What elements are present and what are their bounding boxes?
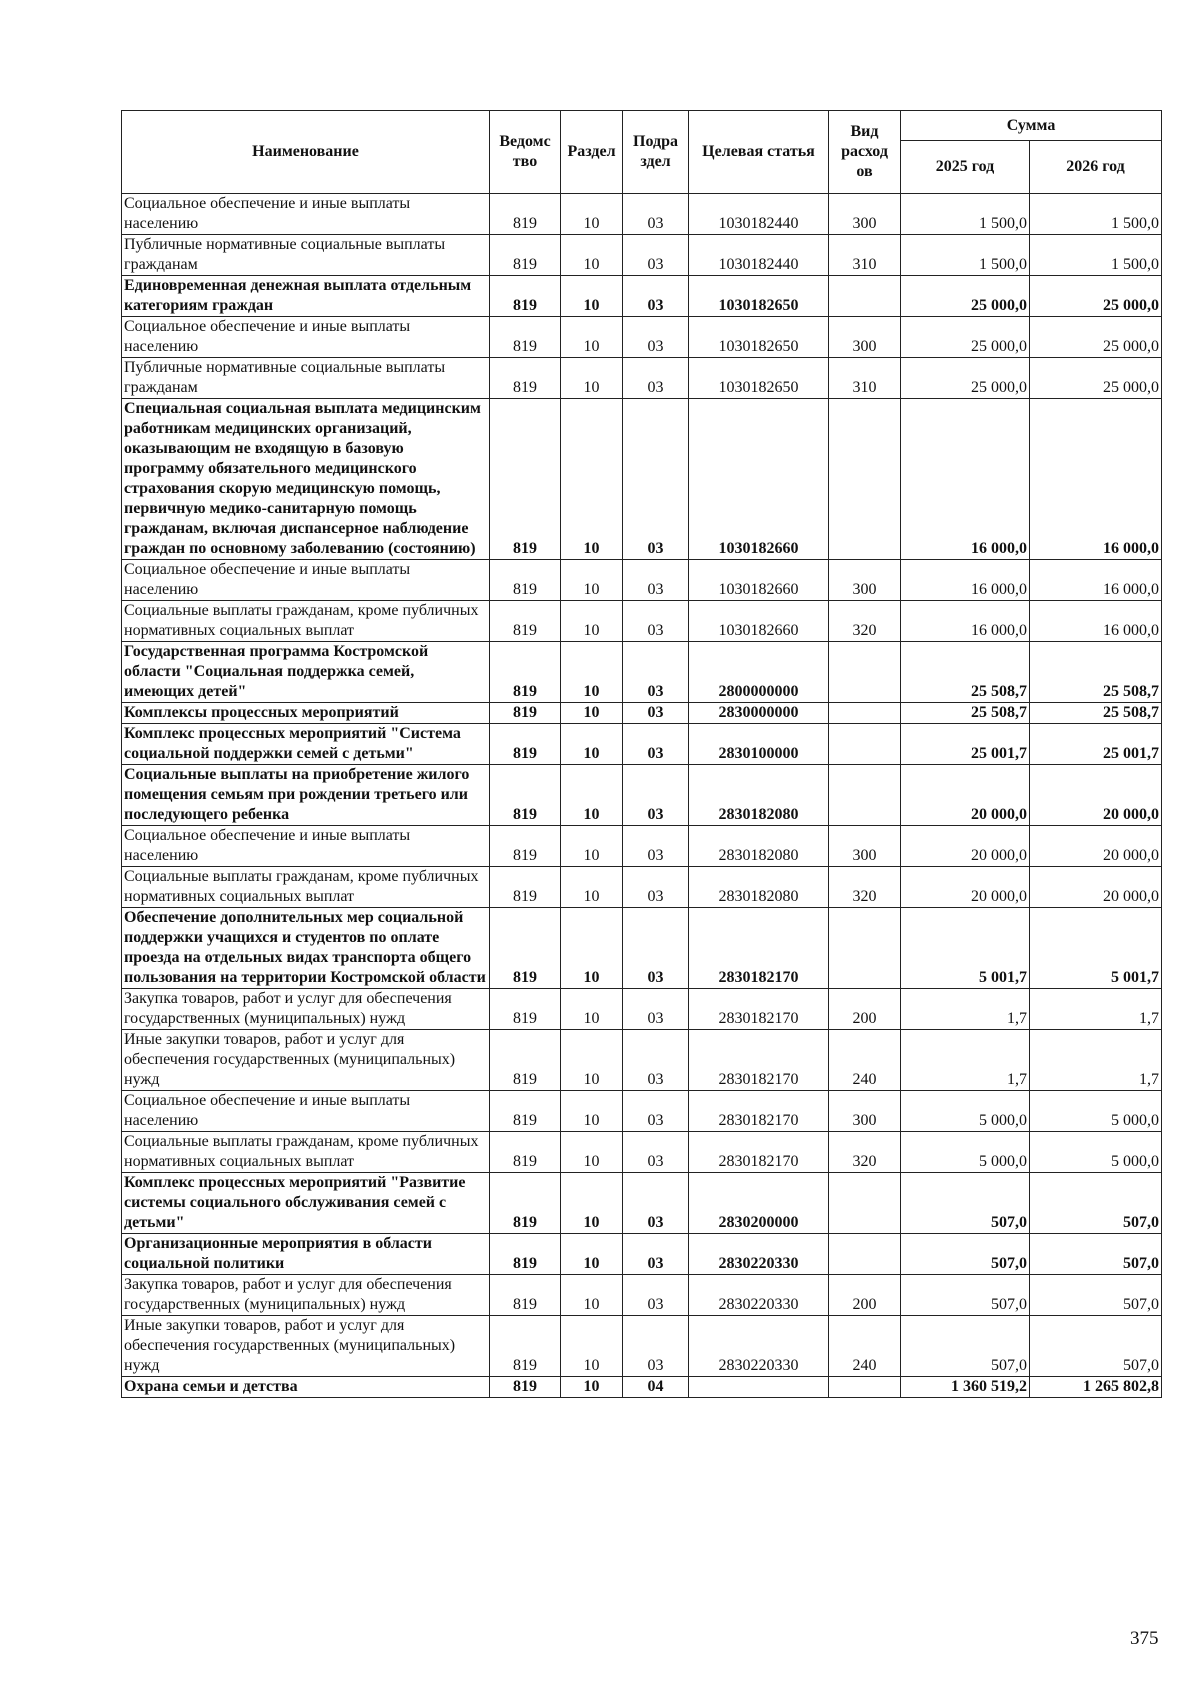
table-row [122,399,1162,560]
table-row [122,989,1162,1030]
cell-expense-type: 310 [829,358,901,399]
cell-subsection: 03 [623,194,689,235]
cell-subsection: 03 [623,1132,689,1173]
cell-name: Охрана семьи и детства [122,1377,490,1398]
cell-subsection: 03 [623,317,689,358]
cell-amount-2025: 20 000,0 [901,826,1030,867]
cell-expense-type: 240 [829,1316,901,1377]
cell-amount-2026: 1 265 802,8 [1030,1377,1162,1398]
cell-department: 819 [490,235,561,276]
cell-target-article: 1030182650 [689,276,829,317]
cell-section: 10 [561,317,623,358]
cell-expense-type [829,1234,901,1275]
cell-subsection: 03 [623,826,689,867]
cell-department: 819 [490,194,561,235]
cell-section: 10 [561,601,623,642]
cell-target-article: 2830182170 [689,908,829,989]
cell-amount-2026: 16 000,0 [1030,399,1162,560]
cell-target-article: 2830182170 [689,989,829,1030]
cell-name: Комплексы процессных мероприятий [122,703,490,724]
cell-expense-type [829,1173,901,1234]
cell-section: 10 [561,1275,623,1316]
cell-section: 10 [561,908,623,989]
table-row [122,560,1162,601]
cell-subsection: 03 [623,703,689,724]
cell-target-article: 2830182080 [689,765,829,826]
cell-amount-2026: 25 000,0 [1030,358,1162,399]
cell-amount-2025: 5 000,0 [901,1132,1030,1173]
cell-amount-2026: 20 000,0 [1030,826,1162,867]
cell-amount-2025: 5 001,7 [901,908,1030,989]
cell-subsection: 03 [623,1173,689,1234]
cell-department: 819 [490,1377,561,1398]
cell-target-article: 2830220330 [689,1234,829,1275]
cell-name: Социальные выплаты гражданам, кроме публичных нормативных социальных выплат [122,1132,490,1173]
header-section: Раздел [561,111,623,194]
cell-subsection: 03 [623,1091,689,1132]
table-row [122,867,1162,908]
cell-department: 819 [490,765,561,826]
cell-amount-2025: 1 500,0 [901,235,1030,276]
cell-section: 10 [561,1091,623,1132]
cell-name: Обеспечение дополнительных мер социальной поддержки учащихся и студентов по оплате проезда на отдельных видах транспорта общего пользования на территории Костромской области [122,908,490,989]
cell-amount-2026: 507,0 [1030,1275,1162,1316]
table-row [122,317,1162,358]
cell-name: Специальная социальная выплата медицинским работникам медицинских организаций, оказывающим не входящую в базовую программу обязательного медицинского страхования скорую медицинскую помощь, первичную медико-санитарную помощь гражданам, включая диспансерное наблюдение граждан по основному заболеванию (состоянию) [122,399,490,560]
table-row [122,235,1162,276]
cell-department: 819 [490,317,561,358]
cell-subsection: 03 [623,642,689,703]
cell-section: 10 [561,989,623,1030]
cell-amount-2026: 25 001,7 [1030,724,1162,765]
cell-amount-2026: 25 508,7 [1030,703,1162,724]
cell-department: 819 [490,1173,561,1234]
cell-name: Публичные нормативные социальные выплаты гражданам [122,358,490,399]
cell-amount-2025: 20 000,0 [901,765,1030,826]
cell-amount-2026: 5 000,0 [1030,1091,1162,1132]
cell-department: 819 [490,989,561,1030]
cell-expense-type: 300 [829,560,901,601]
cell-amount-2025: 1,7 [901,989,1030,1030]
cell-department: 819 [490,560,561,601]
table-row [122,1234,1162,1275]
cell-section: 10 [561,642,623,703]
cell-department: 819 [490,703,561,724]
cell-subsection: 03 [623,867,689,908]
cell-amount-2026: 16 000,0 [1030,601,1162,642]
cell-department: 819 [490,1132,561,1173]
table-row [122,358,1162,399]
cell-target-article: 1030182650 [689,317,829,358]
cell-subsection: 03 [623,765,689,826]
header-department: Ведомс тво [490,111,561,194]
table-row [122,1316,1162,1377]
cell-section: 10 [561,1132,623,1173]
cell-name: Закупка товаров, работ и услуг для обеспечения государственных (муниципальных) нужд [122,989,490,1030]
cell-section: 10 [561,867,623,908]
cell-expense-type: 240 [829,1030,901,1091]
cell-amount-2026: 16 000,0 [1030,560,1162,601]
cell-name: Социальное обеспечение и иные выплаты населению [122,560,490,601]
cell-subsection: 03 [623,989,689,1030]
header-target-article: Целевая статья [689,111,829,194]
table-row [122,765,1162,826]
cell-subsection: 03 [623,235,689,276]
cell-expense-type: 320 [829,867,901,908]
cell-department: 819 [490,642,561,703]
table-row [122,703,1162,724]
cell-department: 819 [490,1234,561,1275]
cell-section: 10 [561,724,623,765]
cell-amount-2026: 507,0 [1030,1316,1162,1377]
cell-expense-type: 320 [829,601,901,642]
cell-expense-type: 300 [829,1091,901,1132]
cell-subsection: 03 [623,601,689,642]
cell-section: 10 [561,1377,623,1398]
cell-expense-type: 300 [829,826,901,867]
cell-name: Социальное обеспечение и иные выплаты населению [122,194,490,235]
cell-amount-2025: 507,0 [901,1173,1030,1234]
table-row [122,194,1162,235]
cell-amount-2026: 507,0 [1030,1234,1162,1275]
cell-amount-2025: 25 001,7 [901,724,1030,765]
cell-subsection: 03 [623,1316,689,1377]
cell-department: 819 [490,724,561,765]
cell-name: Иные закупки товаров, работ и услуг для обеспечения государственных (муниципальных) нужд [122,1316,490,1377]
cell-subsection: 03 [623,908,689,989]
table-row [122,908,1162,989]
cell-name: Социальное обеспечение и иные выплаты населению [122,317,490,358]
cell-amount-2025: 16 000,0 [901,560,1030,601]
cell-section: 10 [561,1234,623,1275]
cell-department: 819 [490,1316,561,1377]
cell-department: 819 [490,358,561,399]
cell-section: 10 [561,276,623,317]
table-row [122,1275,1162,1316]
header-expense-type: Вид расход ов [829,111,901,194]
cell-target-article [689,1377,829,1398]
cell-name: Социальное обеспечение и иные выплаты населению [122,826,490,867]
table-row [122,826,1162,867]
cell-amount-2026: 25 000,0 [1030,276,1162,317]
cell-name: Иные закупки товаров, работ и услуг для обеспечения государственных (муниципальных) нужд [122,1030,490,1091]
cell-name: Закупка товаров, работ и услуг для обеспечения государственных (муниципальных) нужд [122,1275,490,1316]
cell-name: Социальные выплаты гражданам, кроме публичных нормативных социальных выплат [122,601,490,642]
cell-section: 10 [561,235,623,276]
cell-target-article: 2830182170 [689,1091,829,1132]
cell-name: Единовременная денежная выплата отдельным категориям граждан [122,276,490,317]
cell-expense-type: 310 [829,235,901,276]
cell-section: 10 [561,399,623,560]
cell-subsection: 04 [623,1377,689,1398]
cell-expense-type [829,642,901,703]
cell-amount-2025: 5 000,0 [901,1091,1030,1132]
cell-target-article: 2830182080 [689,826,829,867]
cell-expense-type [829,765,901,826]
cell-department: 819 [490,867,561,908]
header-year-2026: 2026 год [1030,141,1162,194]
cell-section: 10 [561,358,623,399]
cell-subsection: 03 [623,1030,689,1091]
cell-subsection: 03 [623,560,689,601]
cell-amount-2025: 1 360 519,2 [901,1377,1030,1398]
cell-name: Социальные выплаты на приобретение жилого помещения семьям при рождении третьего или последующего ребенка [122,765,490,826]
cell-amount-2026: 507,0 [1030,1173,1162,1234]
cell-amount-2025: 25 000,0 [901,276,1030,317]
cell-name: Организационные мероприятия в области социальной политики [122,1234,490,1275]
cell-section: 10 [561,826,623,867]
cell-subsection: 03 [623,358,689,399]
cell-target-article: 2830220330 [689,1316,829,1377]
table-row [122,724,1162,765]
cell-department: 819 [490,826,561,867]
cell-name: Социальные выплаты гражданам, кроме публичных нормативных социальных выплат [122,867,490,908]
cell-amount-2025: 25 000,0 [901,317,1030,358]
cell-amount-2025: 16 000,0 [901,399,1030,560]
cell-amount-2025: 507,0 [901,1234,1030,1275]
cell-name: Публичные нормативные социальные выплаты гражданам [122,235,490,276]
table-row [122,1173,1162,1234]
cell-expense-type [829,703,901,724]
cell-name: Государственная программа Костромской области "Социальная поддержка семей, имеющих детей" [122,642,490,703]
cell-amount-2025: 1,7 [901,1030,1030,1091]
cell-target-article: 1030182660 [689,560,829,601]
table-row [122,1377,1162,1398]
cell-amount-2026: 1,7 [1030,989,1162,1030]
cell-subsection: 03 [623,1234,689,1275]
cell-expense-type: 300 [829,194,901,235]
cell-expense-type: 320 [829,1132,901,1173]
budget-table [121,110,1162,1398]
cell-amount-2025: 20 000,0 [901,867,1030,908]
cell-section: 10 [561,1173,623,1234]
cell-department: 819 [490,601,561,642]
cell-section: 10 [561,765,623,826]
cell-section: 10 [561,1316,623,1377]
cell-amount-2025: 25 508,7 [901,703,1030,724]
cell-subsection: 03 [623,724,689,765]
cell-expense-type [829,399,901,560]
cell-expense-type: 300 [829,317,901,358]
cell-subsection: 03 [623,399,689,560]
cell-amount-2026: 1,7 [1030,1030,1162,1091]
page-number: 375 [1130,1628,1159,1649]
cell-amount-2026: 1 500,0 [1030,235,1162,276]
cell-expense-type [829,1377,901,1398]
cell-target-article: 1030182440 [689,194,829,235]
cell-target-article: 1030182660 [689,399,829,560]
cell-target-article: 2830220330 [689,1275,829,1316]
cell-target-article: 1030182440 [689,235,829,276]
cell-expense-type [829,724,901,765]
cell-amount-2025: 507,0 [901,1316,1030,1377]
cell-name: Социальное обеспечение и иные выплаты населению [122,1091,490,1132]
cell-amount-2025: 25 000,0 [901,358,1030,399]
cell-section: 10 [561,194,623,235]
cell-expense-type [829,908,901,989]
cell-target-article: 2800000000 [689,642,829,703]
cell-target-article: 1030182660 [689,601,829,642]
cell-amount-2025: 16 000,0 [901,601,1030,642]
cell-amount-2026: 20 000,0 [1030,867,1162,908]
cell-expense-type [829,276,901,317]
cell-amount-2025: 1 500,0 [901,194,1030,235]
cell-amount-2026: 25 508,7 [1030,642,1162,703]
cell-amount-2026: 20 000,0 [1030,765,1162,826]
cell-department: 819 [490,276,561,317]
cell-target-article: 2830182080 [689,867,829,908]
cell-department: 819 [490,1091,561,1132]
table-row [122,276,1162,317]
cell-department: 819 [490,908,561,989]
cell-amount-2026: 1 500,0 [1030,194,1162,235]
header-subsection: Подра здел [623,111,689,194]
table-row [122,601,1162,642]
cell-department: 819 [490,1030,561,1091]
header-year-2025: 2025 год [901,141,1030,194]
cell-target-article: 2830100000 [689,724,829,765]
cell-amount-2026: 5 001,7 [1030,908,1162,989]
cell-section: 10 [561,703,623,724]
cell-expense-type: 200 [829,1275,901,1316]
table-row [122,1030,1162,1091]
cell-amount-2025: 507,0 [901,1275,1030,1316]
table-row [122,1091,1162,1132]
cell-amount-2025: 25 508,7 [901,642,1030,703]
cell-subsection: 03 [623,1275,689,1316]
cell-target-article: 2830182170 [689,1132,829,1173]
table-body [122,194,1162,1398]
header-sum: Сумма [901,111,1162,141]
table-row [122,1132,1162,1173]
cell-section: 10 [561,1030,623,1091]
cell-amount-2026: 5 000,0 [1030,1132,1162,1173]
cell-amount-2026: 25 000,0 [1030,317,1162,358]
cell-name: Комплекс процессных мероприятий "Развитие системы социального обслуживания семей с детьми" [122,1173,490,1234]
table-row [122,642,1162,703]
cell-subsection: 03 [623,276,689,317]
cell-target-article: 2830000000 [689,703,829,724]
cell-target-article: 2830200000 [689,1173,829,1234]
cell-department: 819 [490,399,561,560]
header-name: Наименование [122,111,490,194]
cell-target-article: 2830182170 [689,1030,829,1091]
cell-section: 10 [561,560,623,601]
cell-department: 819 [490,1275,561,1316]
cell-expense-type: 200 [829,989,901,1030]
cell-name: Комплекс процессных мероприятий "Система социальной поддержки семей с детьми" [122,724,490,765]
cell-target-article: 1030182650 [689,358,829,399]
